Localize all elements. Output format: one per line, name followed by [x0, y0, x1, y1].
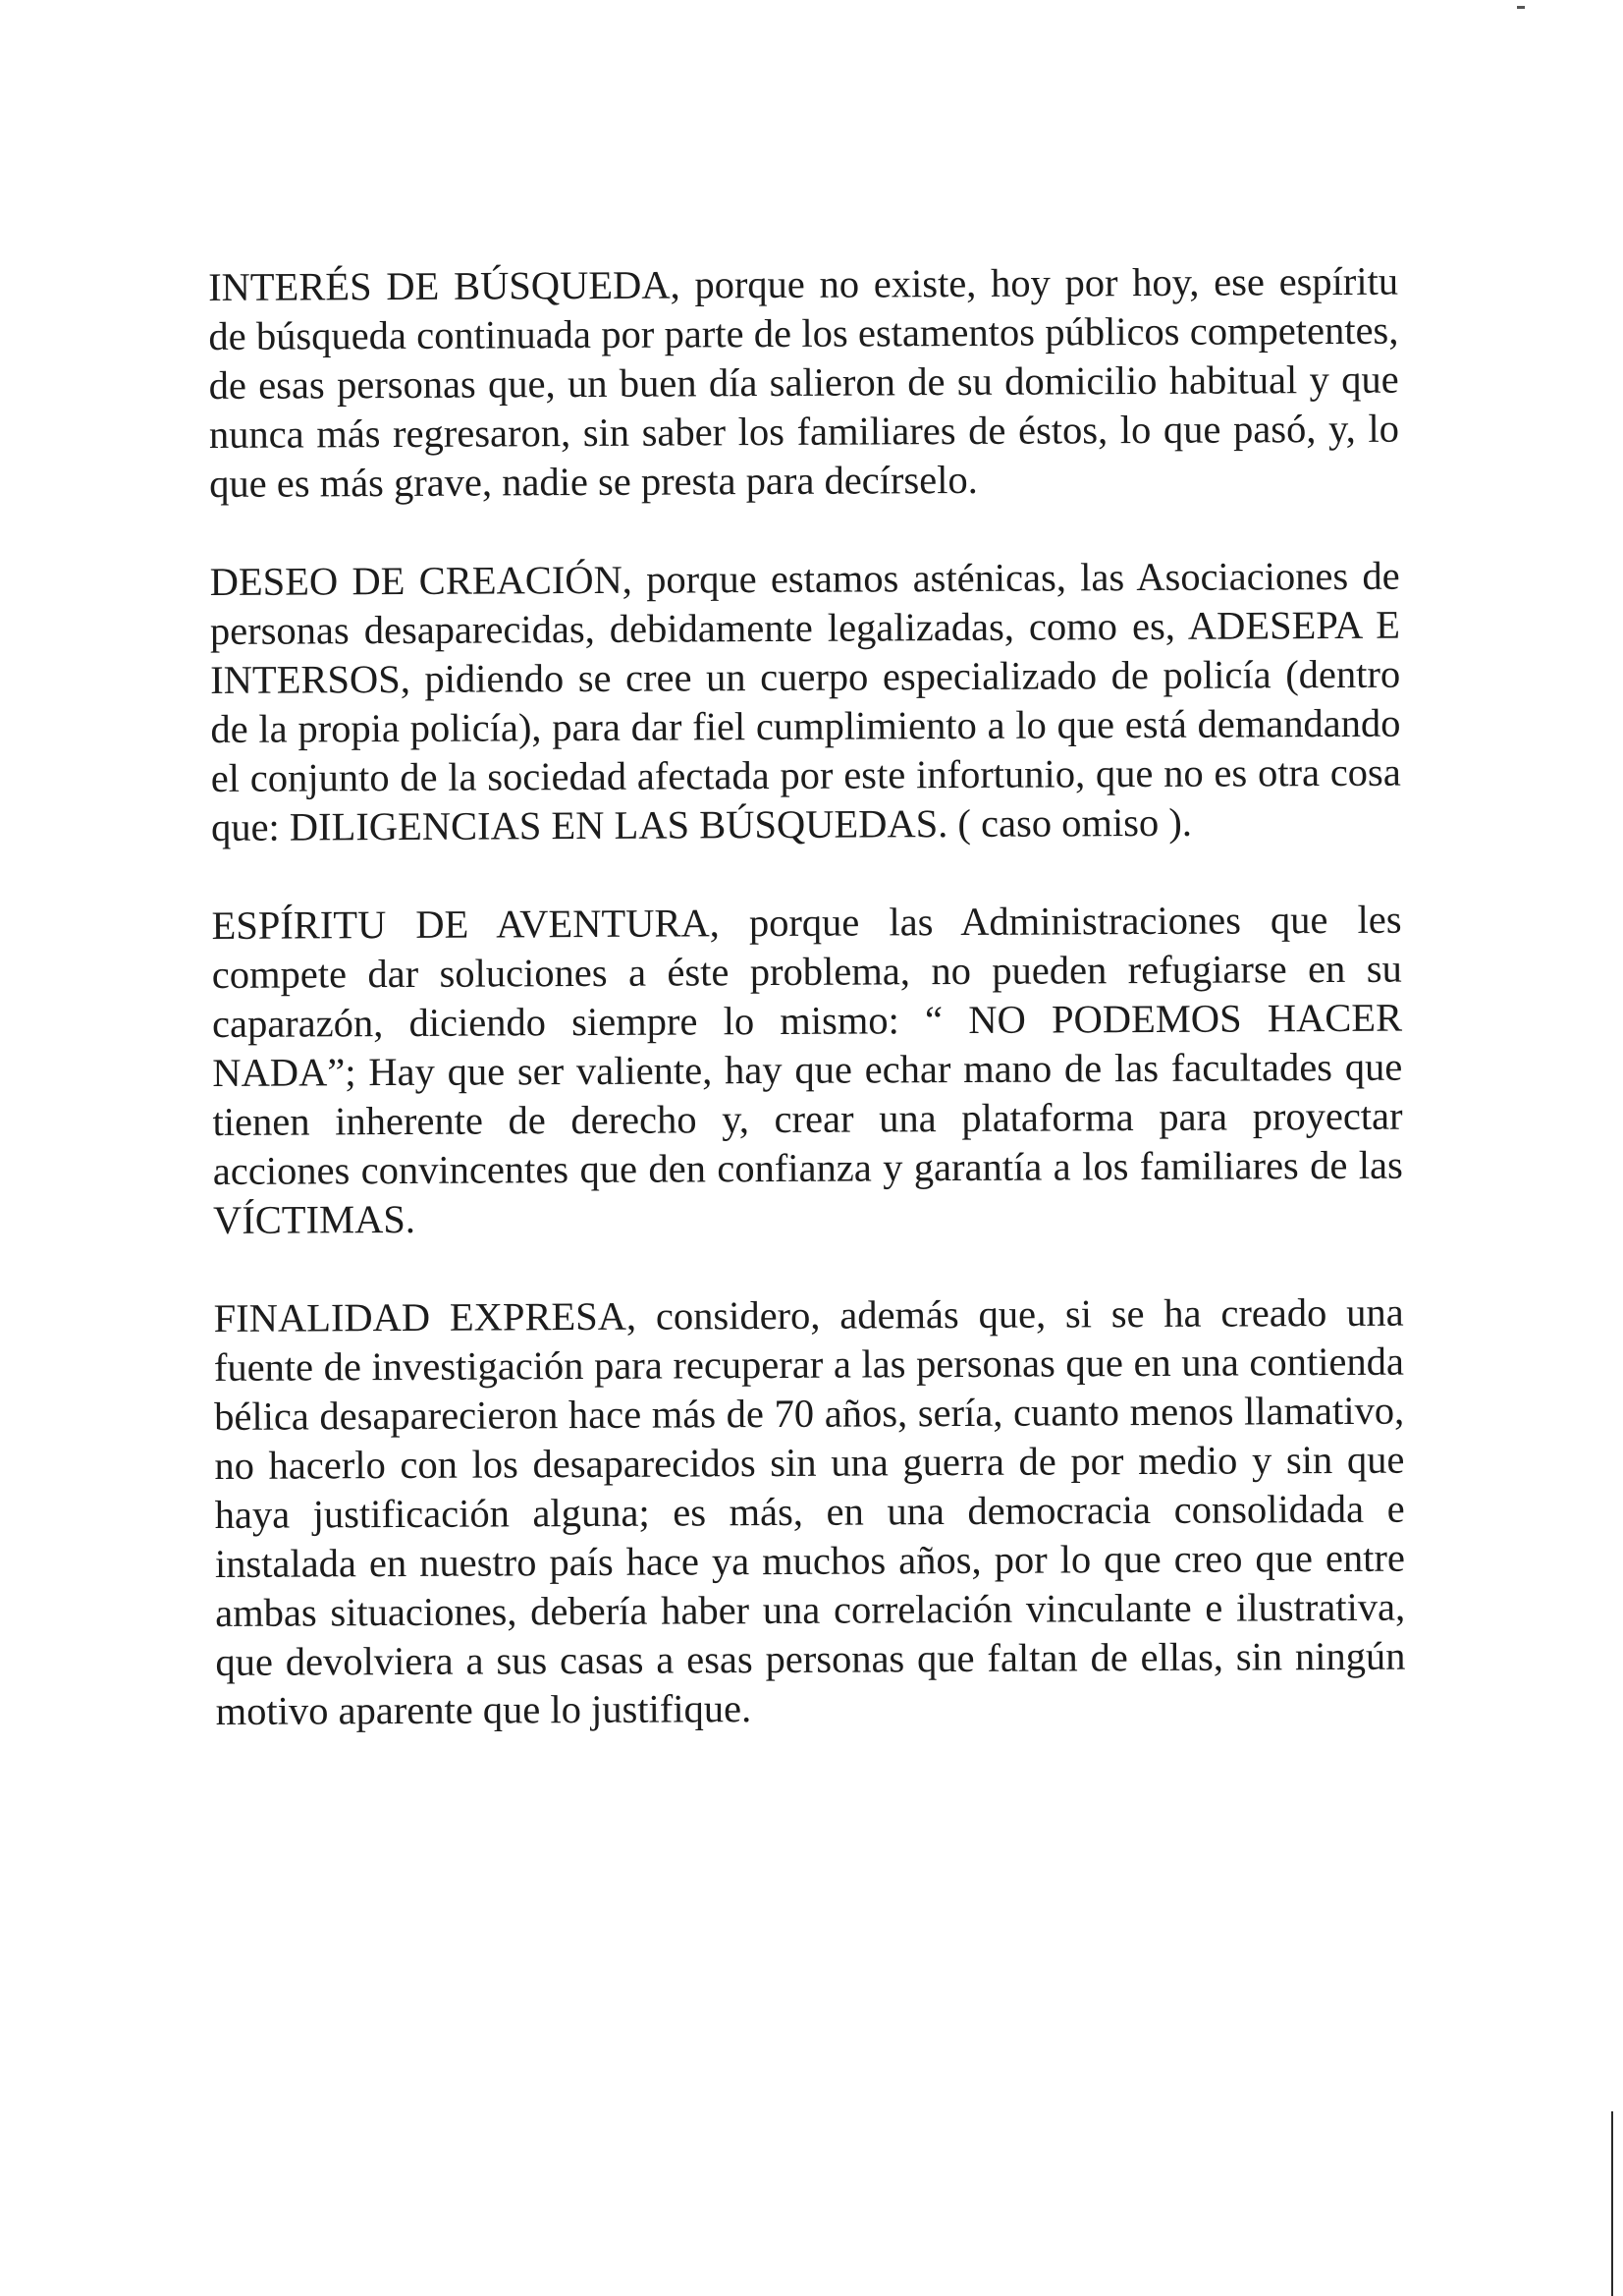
paragraph-interes-de-busqueda: INTERÉS DE BÚSQUEDA, porque no existe, hoy por hoy, ese espíritu de búsqueda continuada por parte de los estamentos públicos competentes, de esas personas que, un buen día salieron de su domicilio habitual y que nunca más regresaron, sin saber los familiares de éstos, lo que pasó, y, lo que es más grave, nadie se presta para decírselo. [208, 258, 1400, 506]
paragraph-espiritu-de-aventura: ESPÍRITU DE AVENTURA, porque las Administraciones que les compete dar soluciones a éste problema, no pueden refugiarse en su caparazón, diciendo siempre lo mismo: “ NO PODEMOS HACER NADA”; Hay que ser valiente, hay que echar mano de las facultades que tienen inherente de derecho y, crear una plataforma para proyectar acciones convincentes que den confianza y garantía a los familiares de las VÍCTIMAS. [211, 897, 1403, 1242]
scan-edge-line [1611, 2111, 1613, 2296]
paragraph-finalidad-expresa: FINALIDAD EXPRESA, considero, además que, si se ha creado una fuente de investigación para recuperar a las personas que en una contienda bélica desaparecieron hace más de 70 años, sería, cuanto menos llamativo, no hacerlo con los desaparecidos sin una guerra de por medio y sin que haya justificación alguna; es más, en una democracia consolidada e instalada en nuestro país hace ya muchos años, por lo que creo que entre ambas situaciones, debería haber una correlación vinculante e ilustrativa, que devolviera a sus casas a esas personas que faltan de ellas, sin ningún motivo aparente que lo justifique. [213, 1289, 1406, 1733]
body-text [208, 257, 1406, 1785]
scan-speck [1517, 6, 1525, 9]
paragraph-deseo-de-creacion: DESEO DE CREACIÓN, porque estamos asténicas, las Asociaciones de personas desaparecidas, debidamente legalizadas, como es, ADESEPA E INTERSOS, pidiendo se cree un cuerpo especializado de policía (dentro de la propia policía), para dar fiel cumplimiento a lo que está demandando el conjunto de la sociedad afectada por este infortunio, que no es otra cosa que: DILIGENCIAS EN LAS BÚSQUEDAS. ( caso omiso ). [209, 553, 1401, 849]
